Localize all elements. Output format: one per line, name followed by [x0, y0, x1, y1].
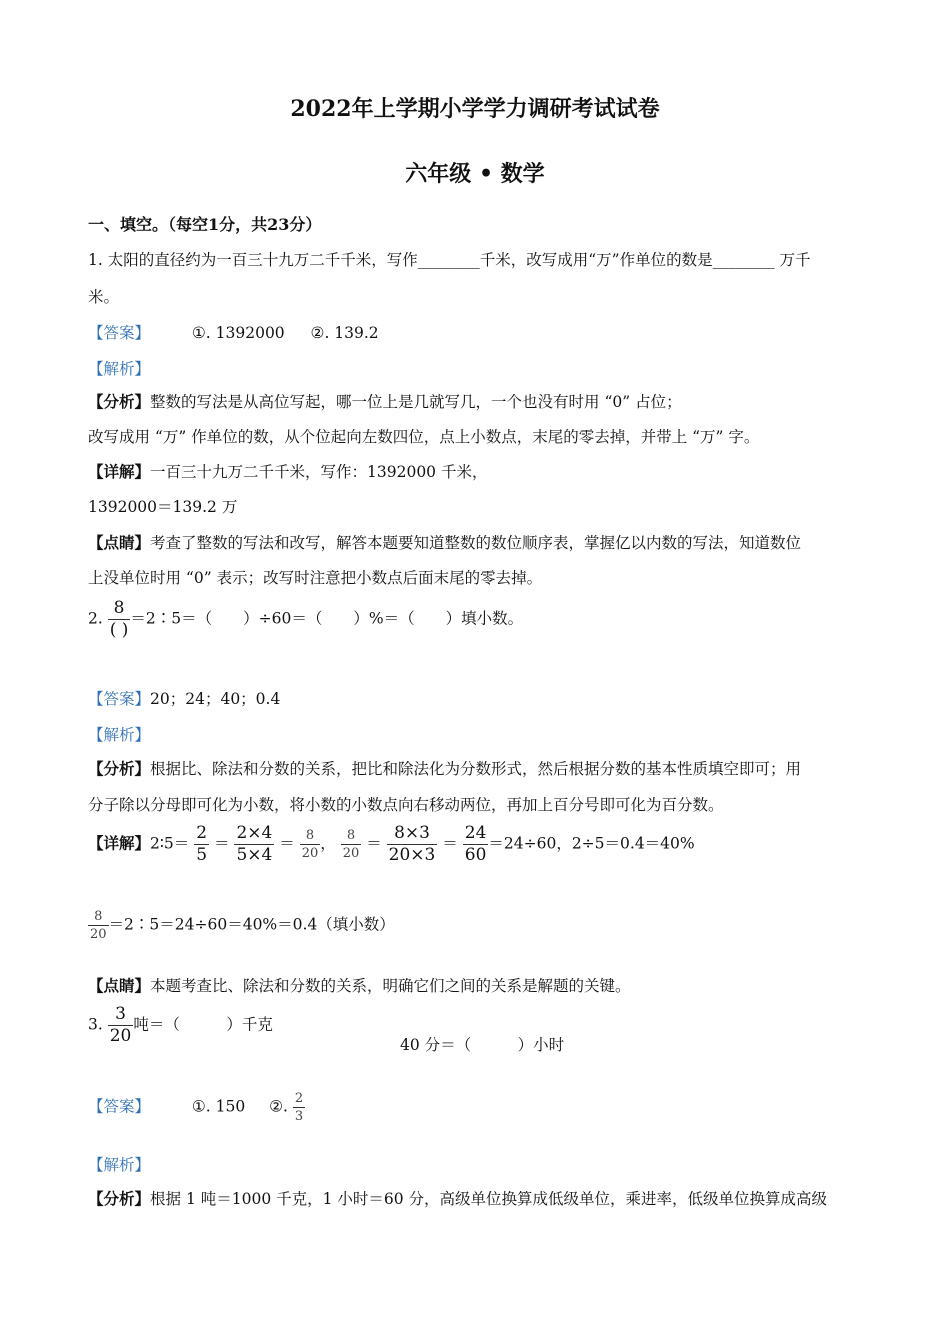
q2-detail-frac-3: $\frac{8}{20}$ — [301, 828, 319, 861]
q2-detail-frac-6: $\frac{24}{60}$ — [464, 823, 487, 865]
q2-detail-frac-1: $\frac{2}{5}$ — [196, 823, 208, 865]
q1-comment-1: 考查了整数的写法和改写，解答本题要知道整数的数位顺序表，掌握亿以内数的写法，知道数位 — [150, 534, 802, 552]
q3-answer-row — [88, 1092, 305, 1123]
q3-frac-numerator: 3 — [108, 1006, 134, 1026]
fenxi-label: 【分析】 — [88, 759, 151, 778]
q2-text — [88, 600, 523, 639]
q1-answer-2: ②. 139.2 — [310, 324, 379, 342]
q2-line2-frac: $\frac{8}{20}$ — [90, 909, 107, 942]
q3-number: 3. — [88, 1015, 103, 1034]
answer-label: 【答案】 — [88, 690, 151, 708]
q2-number: 2. — [88, 609, 103, 628]
analysis-label: 【解析】 — [88, 360, 151, 378]
equals-sign: ＝ — [442, 834, 458, 853]
q2-fenxi-2: 分子除以分母即可化为小数，将小数的小数点向右移动两位，再加上百分号即可化为百分数。 — [88, 796, 724, 814]
q3-part1: 吨＝（ ）千克 — [133, 1015, 273, 1034]
q1-text: 1. 太阳的直径约为一百三十九万二千千米，写作________千米，改写成用“万”作单位的数是________ 万千 — [88, 251, 811, 269]
q3-frac-denominator: 20 — [109, 1026, 132, 1046]
q3-fenxi: 根据 1 吨＝1000 千克，1 小时＝60 分，高级单位换算成低级单位，乘进率，低级单位换算成高级 — [150, 1190, 828, 1208]
q2-detail-a: 2∶5＝ — [150, 834, 190, 853]
q2-line2-text: ＝2∶5＝24÷60＝40%＝0.4（填小数） — [108, 915, 395, 934]
q2-detail-line2 — [88, 910, 395, 941]
q3-answer-2-frac: $\frac{2}{3}$ — [294, 1091, 304, 1124]
analysis-label: 【解析】 — [88, 726, 151, 744]
q1-detail-row — [88, 460, 487, 482]
page-title: 2022年上学期小学学力调研考试试卷 — [290, 96, 660, 122]
comment-label: 【点睛】 — [88, 976, 151, 995]
q2-fenxi-1: 根据比、除法和分数的关系，把比和除法化为分数形式，然后根据分数的基本性质填空即可；用 — [150, 760, 802, 778]
q2-answer: 20；24；40；0.4 — [150, 690, 281, 708]
q2-comment: 本题考查比、除法和分数的关系，明确它们之间的关系是解题的关键。 — [150, 977, 631, 995]
detail-label: 【详解】 — [88, 462, 151, 481]
q2-comment-row — [88, 974, 631, 996]
q3-part2: 40 分＝（ ）小时 — [400, 1036, 565, 1054]
q1-detail-2: 1392000＝139.2 万 — [88, 498, 238, 516]
comma: ， — [320, 834, 336, 853]
q3-answer-2-prefix: ②. — [269, 1097, 288, 1116]
q2-detail-row — [88, 825, 695, 864]
q2-frac-numerator: 8 — [108, 600, 131, 620]
q1-fenxi-1: 整数的写法是从高位写起，哪一位上是几就写几，一个也没有时用 “0” 占位； — [150, 393, 682, 411]
q2-answer-row — [88, 687, 280, 709]
q1-comment-2: 上没单位时用 “0” 表示；改写时注意把小数点后面末尾的零去掉。 — [88, 569, 543, 587]
q1-detail-1: 一百三十九万二千千米，写作：1392000 千米， — [150, 463, 488, 481]
q1-answer-row — [88, 321, 379, 343]
q1-fenxi-2: 改写成用 “万” 作单位的数，从个位起向左数四位，点上小数点，末尾的零去掉，并带上 “万” 字。 — [88, 428, 760, 446]
equals-sign: ＝ — [279, 834, 295, 853]
q2-detail-frac-2: $\frac{2\times 4}{5\times 4}$ — [236, 823, 273, 865]
q2-frac-denominator: ( ) — [109, 620, 129, 640]
answer-label: 【答案】 — [88, 324, 151, 342]
q1-fenxi-row — [88, 390, 682, 412]
q1-comment-row — [88, 531, 801, 553]
section-heading: 一、填空。（每空1分，共23分） — [88, 215, 322, 234]
q3-fenxi-row — [88, 1187, 827, 1209]
analysis-label: 【解析】 — [88, 1156, 151, 1174]
q3-fraction — [108, 1006, 134, 1045]
answer-label: 【答案】 — [88, 1097, 151, 1116]
q2-detail-frac-5: $\frac{8\times 3}{20\times 3}$ — [388, 823, 436, 865]
page-subtitle: 六年级 • 数学 — [405, 161, 545, 187]
q2-fenxi-row — [88, 757, 801, 779]
detail-label: 【详解】 — [88, 833, 151, 853]
comment-label: 【点睛】 — [88, 533, 151, 552]
fenxi-label: 【分析】 — [88, 1189, 151, 1208]
fenxi-label: 【分析】 — [88, 392, 151, 411]
q3-text — [88, 1006, 273, 1045]
q3-answer-1: ①. 150 — [191, 1097, 246, 1116]
q1-answer-1: ①. 1392000 — [191, 324, 285, 342]
q2-detail-tail: ＝24÷60，2÷5＝0.4＝40% — [488, 834, 695, 853]
q2-detail-frac-4: $\frac{8}{20}$ — [342, 828, 360, 861]
q2-rest: ＝2∶5＝（ ）÷60＝（ ）%＝（ ）填小数。 — [130, 609, 524, 628]
equals-sign: ＝ — [213, 834, 230, 853]
q1-text-cont: 米。 — [88, 288, 120, 306]
equals-sign: ＝ — [366, 834, 382, 853]
q2-fraction — [108, 600, 131, 639]
